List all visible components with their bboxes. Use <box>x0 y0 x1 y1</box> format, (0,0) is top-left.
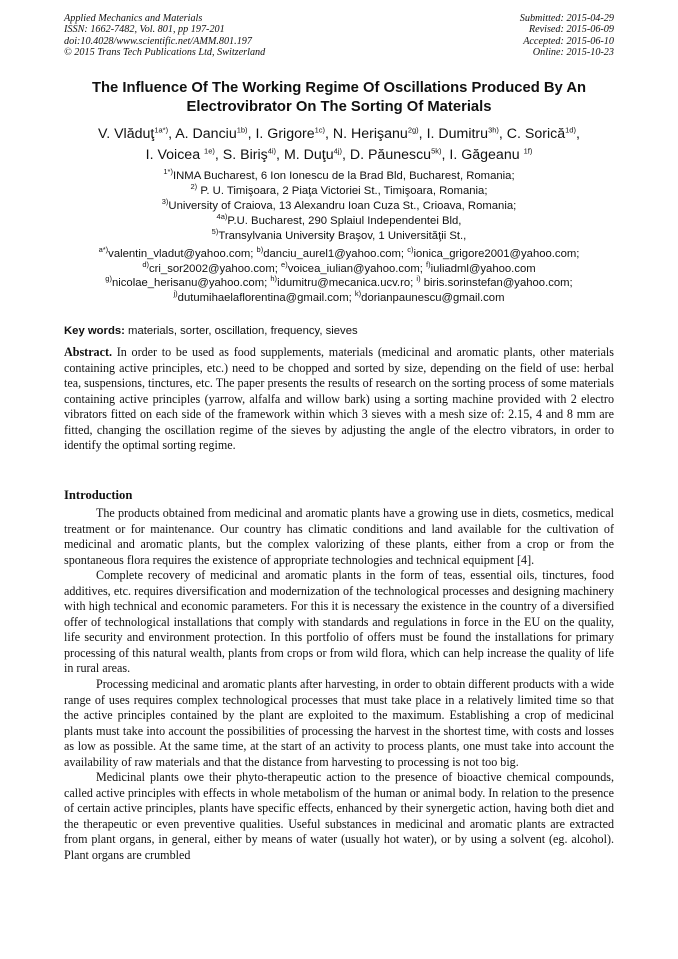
date-revised: Revised: 2015-06-09 <box>528 24 614 36</box>
abstract <box>64 345 614 454</box>
affiliation-mark: 2) <box>190 182 198 192</box>
submission-dates <box>520 13 614 59</box>
author-mark: 1b) <box>236 125 248 135</box>
paper-title <box>40 79 638 117</box>
author-name: C. Sorică <box>506 126 566 142</box>
email-line-2: $^{d)}$cri_sor2002@yahoo.com; $^{e)}$voicea_iulian@yahoo.com; $^{f)}$iuliadml@yahoo.com <box>142 259 536 275</box>
email-link[interactable]: dorianpaunescu@gmail.com <box>361 291 505 304</box>
journal-name: Applied Mechanics and Materials <box>64 13 203 24</box>
email-link[interactable]: ionica_grigore2001@yahoo.com; <box>413 248 580 260</box>
author-mark: 1d) <box>565 125 576 135</box>
keywords-label: Key words: <box>64 325 125 337</box>
author-name: D. Păunescu <box>349 147 432 163</box>
author-name: I. Grigore <box>255 126 315 142</box>
affiliation-mark: 5) <box>211 227 219 237</box>
journal-copyright: © 2015 Trans Tech Publications Ltd, Switzerland <box>64 47 266 59</box>
affiliation-mark: 4a) <box>216 212 228 222</box>
date-accepted: Accepted: 2015-06-10 <box>523 35 614 47</box>
keywords <box>64 324 614 338</box>
email-link[interactable]: voicea_iulian@yahoo.com; <box>287 262 427 275</box>
keywords-text: materials, sorter, oscillation, frequency, sieves <box>124 325 358 337</box>
author-name: V. Vlăduţ <box>98 126 155 142</box>
email-link[interactable]: danciu_aurel1@yahoo.com; <box>263 248 408 260</box>
author-mark: 1c) <box>314 125 326 135</box>
author-mark: 3h) <box>488 125 499 135</box>
affiliation-mark: 3) <box>161 197 169 207</box>
journal-info <box>64 13 265 59</box>
email-link[interactable]: iuliadml@yahoo.com <box>430 262 536 275</box>
author-line-2: I. Voicea $^{1e)}$, S. Biriş$^{4i)}$, M. Duţu$^{4j)}$, D. Păunescu$^{5k)}$, I. Găgeanu $^{1f)}$ <box>145 146 533 163</box>
author-name: N. Herişanu <box>332 126 408 142</box>
author-mark: 1e) <box>204 146 215 156</box>
journal-issn: ISSN: 1662-7482, Vol. 801, pp 197-201 <box>64 24 225 36</box>
email-link[interactable]: nicolae_herisanu@yahoo.com; <box>111 277 271 290</box>
author-name: S. Biriş <box>222 147 268 163</box>
author-line-1: V. Vlăduţ$^{1a*)}$, A. Danciu$^{1b)}$, I. Grigore$^{1c)}$, N. Herişanu$^{2g)}$, I. Dumitru$^{3h)}$, C. Sorică$^{1d)}$, <box>98 125 580 142</box>
affiliation-item: $^{4a)}$P.U. Bucharest, 290 Splaiul Independentei Bld, <box>216 212 462 227</box>
author-emails <box>40 247 638 305</box>
affiliation-item: $^{2)}$ P. U. Timişoara, 2 Piaţa Victoriei St., Timişoara, Romania; <box>190 182 488 197</box>
email-line-1: $^{a*)}$valentin_vladut@yahoo.com; $^{b)}$danciu_aurel1@yahoo.com; $^{c)}$ionica_grigore2001@yahoo.com; <box>98 245 580 260</box>
affiliation-item: $^{5)}$Transylvania University Braşov, 1 Universităţii St., <box>211 227 467 242</box>
author-mark: 4j) <box>333 146 342 156</box>
affiliations <box>40 169 638 244</box>
author-mark: 4i) <box>267 146 277 156</box>
author-mark: 5k) <box>431 146 442 156</box>
paragraph: Medicinal plants owe their phyto-therapeutic action to the presence of bioactive chemical compounds, called active principles with effects in whole metabolism of the human or animal body. In relation to the presence of certain active principles, plants have specific effects, enhanced by their synergetic action, having both diet and the therapeutic or even preventive qualities. Useful substances in medicinal and aromatic plants are extracted from plant organs, in general, either by means of water (usually hot water), or by using a solvent (eg. alcohol). Plant organs are crumbled <box>64 770 614 863</box>
section-heading-introduction: Introduction <box>64 488 133 502</box>
affiliation-item: $^{3)}$University of Craiova, 13 Alexandru Ioan Cuza St., Crioava, Romania; <box>161 197 517 212</box>
introduction-body <box>64 506 614 864</box>
date-online: Online: 2015-10-23 <box>532 47 614 59</box>
affiliation-mark: 1*) <box>163 167 173 177</box>
email-link[interactable]: dutumihaelaflorentina@gmail.com; <box>177 291 355 304</box>
affiliation-item: $^{1*)}$INMA Bucharest, 6 Ion Ionescu de la Brad Bld, Bucharest, Romania; <box>163 167 515 182</box>
author-name: I. Dumitru <box>426 126 489 142</box>
author-mark: 1a*) <box>154 125 169 135</box>
email-line-3: $^{g)}$nicolae_herisanu@yahoo.com; $^{h)}$idumitru@mecanica.ucv.ro; $^{i)}$ biris.sorinstefan@yahoo.com; <box>105 274 573 290</box>
abstract-label: Abstract. <box>64 345 113 359</box>
journal-doi[interactable]: doi:10.4028/www.scientific.net/AMM.801.197 <box>64 35 252 47</box>
email-link[interactable]: idumitru@mecanica.ucv.ro; <box>277 277 417 290</box>
email-link[interactable]: biris.sorinstefan@yahoo.com; <box>420 277 573 290</box>
author-name: I. Voicea <box>145 147 201 163</box>
author-name: I. Găgeanu <box>449 147 520 163</box>
author-list <box>40 124 638 166</box>
paragraph: Processing medicinal and aromatic plants after harvesting, in order to obtain different products with a wide range of uses requires complex technological processes that must take place in a relatively limited time so that the active principles contained by the plant are exploited to the maximum. Establishing a crop of medicinal plants must take into account the possibilities of processing the harvest in the shortest time, with costs and losses as low as possible. At the same time, at the start of an activity to process plants, one must take into account the availability of raw materials and that the distance from harvesting to processing is not too big. <box>64 677 614 769</box>
author-name: A. Danciu <box>175 126 237 142</box>
email-link[interactable]: cri_sor2002@yahoo.com; <box>149 262 282 275</box>
author-mark: 1f) <box>523 146 533 156</box>
title-line-1: The Influence Of The Working Regime Of Oscillations Produced By An <box>91 80 587 96</box>
paragraph: The products obtained from medicinal and aromatic plants have a growing use in diets, cosmetics, medical treatment or for maintenance. Our country has climatic conditions and land available for the cultivation of medicinal and aromatic plants, but the complex valorizing of these plants, either from a crop or from the spontaneous flora requires the existence of appropriate technologies and technical equipment [4]. <box>64 506 614 567</box>
abstract-text: In order to be used as food supplements, materials (medicinal and aromatic plants, other materials containing active principles, etc.) need to be chopped and sorted by size, depending on the field of use: herbal tea, suspensions, tinctures, etc. The paper presents the results of research on the sorting process of some materials containing active principles (yarrow, alfalfa and willow bark) using a sorting machine provided with 2 electro vibrators fitted on each side of the framework within which 3 sieves with a mesh size of: 2.15, 4 and 8 mm are fitted, changing the oscillation regime of the sieves by adjusting the angle of the electro vibrators, in order to identify the optimal sorting regime. <box>64 345 614 452</box>
title-line-2: Electrovibrator On The Sorting Of Materials <box>186 99 492 115</box>
email-line-4: $^{j)}$dutumihaelaflorentina@gmail.com; $^{k)}$dorianpaunescu@gmail.com <box>173 289 505 304</box>
paragraph: Complete recovery of medicinal and aromatic plants in the form of teas, essential oils, tinctures, food additives, etc. requires diversification and modernization of the technological processes and designing machinery with high technical and economic parameters. For this it is necessary the existence in the country of a diversified offer of technological installations that comply with standards and regulations in force in the EU on the quality, life security and environment protection. In this portfolio of offers must be found the installations for primary processing of this natural wealth, plants from crops or from wild flora, which can help increase the quality of life in rural areas. <box>64 568 614 676</box>
email-link[interactable]: valentin_vladut@yahoo.com; <box>108 248 257 260</box>
author-mark: 2g) <box>407 125 419 135</box>
author-name: M. Duţu <box>283 147 334 163</box>
date-submitted: Submitted: 2015-04-29 <box>519 13 614 24</box>
